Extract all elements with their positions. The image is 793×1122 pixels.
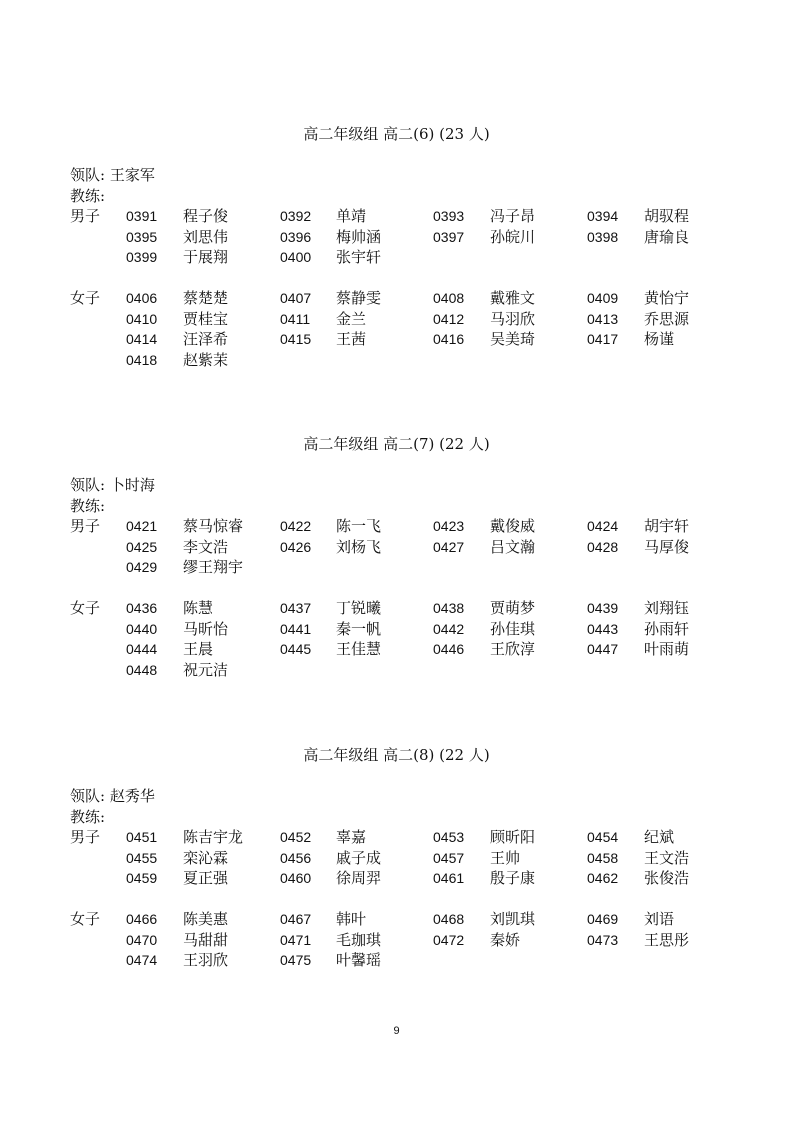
athlete-number: 0446	[433, 641, 465, 658]
athlete-number: 0410	[126, 310, 158, 327]
athlete-number: 0421	[126, 518, 158, 534]
athlete-number: 0411	[280, 310, 311, 327]
athlete-number: 0456	[280, 849, 312, 866]
athlete-name: 毛珈琪	[336, 930, 382, 949]
section-title: 高二年级组 高二(8) (22 人)	[303, 746, 490, 764]
athlete-name: 程子俊	[183, 207, 229, 225]
athlete-name: 吴美琦	[490, 330, 536, 349]
athlete-number: 0400	[280, 249, 312, 266]
athlete-name: 吕文瀚	[490, 537, 536, 556]
athlete-number: 0455	[126, 849, 158, 866]
athlete-name: 蔡楚楚	[183, 289, 229, 307]
athlete-name: 刘凯琪	[490, 910, 536, 928]
athlete-number: 0440	[126, 620, 158, 637]
athlete-number: 0445	[280, 641, 312, 658]
athlete-number: 0473	[587, 931, 619, 948]
athlete-name: 缪王翔宇	[183, 558, 244, 577]
athlete-number: 0470	[126, 931, 158, 948]
athlete-number: 0406	[126, 290, 158, 306]
athlete-name: 胡驭程	[644, 207, 690, 225]
athlete-name: 王佳慧	[336, 640, 382, 659]
athlete-name: 栾沁霖	[183, 848, 229, 867]
athlete-name: 马昕怡	[183, 619, 229, 638]
athlete-number: 0393	[433, 208, 465, 224]
athlete-number: 0459	[126, 870, 158, 887]
athlete-number: 0399	[126, 249, 158, 266]
athlete-name: 胡宇轩	[644, 517, 690, 535]
athlete-number: 0418	[126, 351, 158, 368]
athlete-number: 0436	[126, 600, 158, 616]
athlete-number: 0468	[433, 911, 465, 927]
athlete-name: 马甜甜	[183, 930, 229, 949]
athlete-number: 0415	[280, 331, 312, 348]
athlete-number: 0394	[587, 208, 619, 224]
athlete-number: 0396	[280, 228, 312, 245]
athlete-name: 陈美惠	[183, 910, 229, 928]
coach-line: 教练:	[70, 187, 106, 205]
athlete-number: 0474	[126, 952, 158, 969]
athlete-name: 戴雅文	[490, 289, 536, 307]
athlete-name: 戴俊威	[490, 517, 536, 535]
athlete-name: 刘思伟	[183, 227, 229, 246]
athlete-number: 0429	[126, 559, 158, 576]
athlete-number: 0395	[126, 228, 158, 245]
athlete-name: 孙佳琪	[490, 619, 536, 638]
athlete-number: 0408	[433, 290, 465, 306]
athlete-number: 0462	[587, 870, 619, 887]
athlete-number: 0423	[433, 518, 465, 534]
athlete-number: 0391	[126, 208, 158, 224]
athlete-number: 0438	[433, 600, 465, 616]
gender-label: 男子	[70, 828, 101, 846]
athlete-number: 0407	[280, 290, 312, 306]
athlete-number: 0437	[280, 600, 312, 616]
athlete-number: 0447	[587, 641, 619, 658]
athlete-name: 刘翔钰	[644, 599, 690, 617]
athlete-number: 0426	[280, 538, 312, 555]
athlete-name: 汪泽希	[183, 330, 229, 349]
athlete-name: 王思彤	[644, 930, 690, 949]
gender-label: 女子	[70, 289, 101, 307]
athlete-number: 0454	[587, 829, 619, 845]
gender-label: 女子	[70, 599, 101, 617]
athlete-name: 梅帅涵	[336, 227, 382, 246]
athlete-name: 王晨	[183, 640, 214, 659]
athlete-number: 0452	[280, 829, 312, 845]
athlete-name: 李文浩	[183, 537, 229, 556]
athlete-number: 0392	[280, 208, 312, 224]
athlete-name: 祝元洁	[183, 660, 229, 679]
athlete-number: 0428	[587, 538, 619, 555]
athlete-name: 王茜	[336, 330, 367, 349]
athlete-name: 蔡马惊睿	[183, 517, 244, 535]
athlete-number: 0398	[587, 228, 619, 245]
athlete-number: 0461	[433, 870, 465, 887]
athlete-name: 马羽欣	[490, 309, 536, 328]
page-number: 9	[393, 1025, 400, 1037]
leader-line: 领队: 赵秀华	[70, 787, 155, 805]
athlete-name: 夏正强	[183, 869, 229, 888]
athlete-name: 单靖	[336, 207, 367, 225]
athlete-name: 贾萌梦	[490, 599, 536, 617]
athlete-number: 0467	[280, 911, 312, 927]
athlete-name: 冯子昂	[490, 207, 536, 225]
athlete-name: 杨谨	[644, 330, 675, 349]
athlete-number: 0422	[280, 518, 312, 534]
gender-label: 女子	[70, 910, 101, 928]
athlete-number: 0424	[587, 518, 619, 534]
athlete-name: 陈一飞	[336, 517, 382, 535]
athlete-number: 0413	[587, 310, 619, 327]
athlete-number: 0458	[587, 849, 619, 866]
athlete-number: 0441	[280, 620, 312, 637]
athlete-name: 戚子成	[336, 848, 382, 867]
athlete-name: 辜嘉	[336, 828, 367, 846]
athlete-number: 0451	[126, 829, 158, 845]
section-title: 高二年级组 高二(7) (22 人)	[303, 435, 490, 453]
athlete-name: 张俊浩	[644, 869, 690, 888]
athlete-name: 陈慧	[183, 599, 214, 617]
athlete-name: 徐周羿	[336, 869, 382, 888]
athlete-number: 0409	[587, 290, 619, 306]
athlete-number: 0425	[126, 538, 158, 555]
leader-line: 领队: 王家军	[70, 166, 155, 184]
athlete-number: 0448	[126, 661, 158, 678]
athlete-name: 于展翔	[183, 248, 229, 267]
athlete-name: 叶馨瑶	[336, 951, 382, 970]
athlete-name: 顾昕阳	[490, 828, 536, 846]
athlete-number: 0472	[433, 931, 465, 948]
section-title: 高二年级组 高二(6) (23 人)	[303, 125, 490, 143]
athlete-name: 刘语	[644, 910, 675, 928]
leader-line: 领队: 卜时海	[70, 476, 155, 494]
athlete-number: 0397	[433, 228, 465, 245]
athlete-number: 0417	[587, 331, 619, 348]
athlete-number: 0469	[587, 911, 619, 927]
athlete-name: 秦一帆	[336, 619, 382, 638]
athlete-name: 唐瑜良	[644, 227, 690, 246]
athlete-number: 0457	[433, 849, 465, 866]
athlete-name: 黄怡宁	[644, 289, 690, 307]
athlete-name: 孙雨轩	[644, 619, 690, 638]
athlete-number: 0460	[280, 870, 312, 887]
athlete-name: 张宇轩	[336, 248, 382, 267]
athlete-number: 0427	[433, 538, 465, 555]
athlete-name: 王羽欣	[183, 951, 229, 970]
athlete-number: 0453	[433, 829, 465, 845]
athlete-name: 王文浩	[644, 848, 690, 867]
athlete-number: 0443	[587, 620, 619, 637]
athlete-number: 0414	[126, 331, 158, 348]
athlete-name: 殷子康	[490, 869, 536, 888]
athlete-name: 乔思源	[644, 309, 690, 328]
athlete-number: 0475	[280, 952, 312, 969]
athlete-name: 赵紫茉	[183, 350, 229, 369]
athlete-name: 王欣淳	[490, 640, 536, 659]
athlete-name: 王帅	[490, 848, 521, 867]
athlete-number: 0444	[126, 641, 158, 658]
athlete-number: 0466	[126, 911, 158, 927]
athlete-name: 孙皖川	[490, 227, 536, 246]
athlete-name: 蔡静雯	[336, 289, 382, 307]
athlete-name: 金兰	[336, 309, 367, 328]
athlete-number: 0471	[280, 931, 312, 948]
athlete-name: 纪斌	[644, 828, 675, 846]
athlete-name: 贾桂宝	[183, 309, 229, 328]
athlete-name: 丁锐曦	[336, 599, 382, 617]
athlete-name: 刘杨飞	[336, 537, 382, 556]
gender-label: 男子	[70, 517, 101, 535]
coach-line: 教练:	[70, 808, 106, 826]
coach-line: 教练:	[70, 497, 106, 515]
athlete-name: 陈吉宇龙	[183, 828, 244, 846]
gender-label: 男子	[70, 207, 101, 225]
athlete-number: 0439	[587, 600, 619, 616]
athlete-name: 韩叶	[336, 910, 367, 928]
athlete-number: 0416	[433, 331, 465, 348]
athlete-name: 叶雨萌	[644, 640, 690, 659]
athlete-number: 0442	[433, 620, 465, 637]
athlete-name: 秦娇	[490, 930, 521, 949]
athlete-name: 马厚俊	[644, 537, 690, 556]
athlete-number: 0412	[433, 310, 465, 327]
